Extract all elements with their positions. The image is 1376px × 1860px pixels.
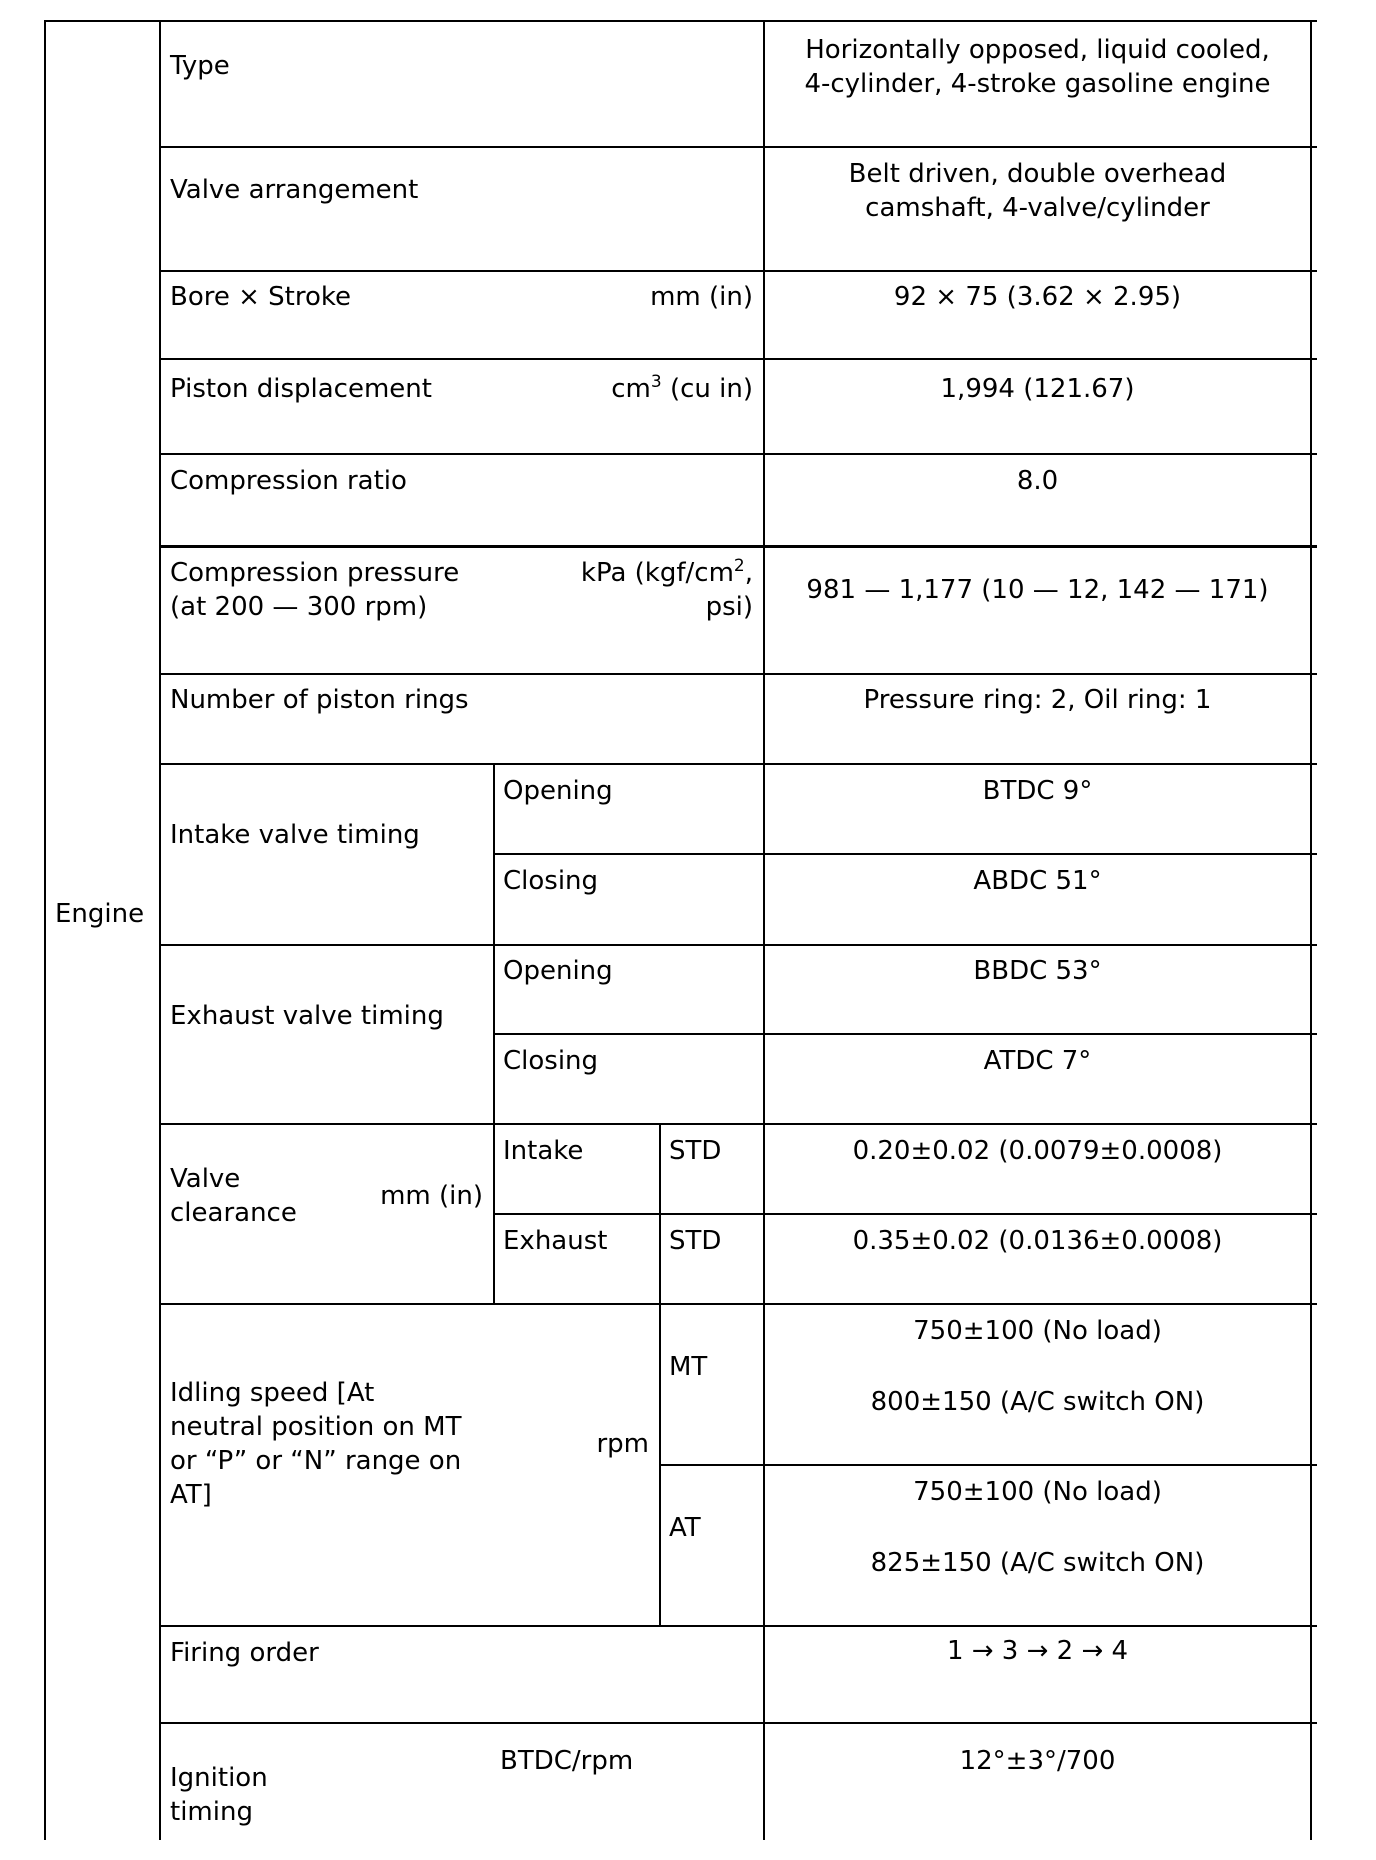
row-divider xyxy=(160,763,1317,765)
compression-pressure-unit-line2: psi) xyxy=(705,592,753,622)
piston-displacement-label: Piston displacement xyxy=(170,374,432,404)
compression-pressure-label-line1: Compression pressure xyxy=(170,558,460,588)
column-divider xyxy=(493,763,495,1304)
row-divider xyxy=(659,1464,1317,1466)
exhaust-closing-label: Closing xyxy=(503,1046,599,1076)
type-label: Type xyxy=(170,51,230,81)
row-divider xyxy=(160,545,1317,548)
valve-clearance-exhaust-value: 0.35±0.02 (0.0136±0.0008) xyxy=(852,1226,1223,1256)
idling-speed-at-label: AT xyxy=(669,1513,701,1543)
row-divider xyxy=(160,270,1317,272)
idling-speed-label-line4: AT] xyxy=(170,1480,212,1510)
section-label-engine: Engine xyxy=(55,899,145,929)
valve-clearance-intake-value: 0.20±0.02 (0.0079±0.0008) xyxy=(852,1136,1223,1166)
piston-rings-value: Pressure ring: 2, Oil ring: 1 xyxy=(863,685,1212,715)
compression-ratio-label: Compression ratio xyxy=(170,466,407,496)
compression-pressure-label-line2: (at 200 — 300 rpm) xyxy=(170,592,428,622)
idling-speed-label-line3: or “P” or “N” range on xyxy=(170,1446,462,1476)
idling-speed-mt-no-load: 750±100 (No load) xyxy=(913,1316,1162,1346)
piston-displacement-value: 1,994 (121.67) xyxy=(940,374,1135,404)
valve-clearance-intake-label: Intake xyxy=(503,1136,584,1166)
valve-clearance-exhaust-std: STD xyxy=(669,1226,722,1256)
table-right-border xyxy=(1310,20,1312,1840)
table-top-border xyxy=(44,20,1317,22)
valve-arrangement-value-line1: Belt driven, double overhead xyxy=(848,159,1227,189)
exhaust-valve-timing-label: Exhaust valve timing xyxy=(170,1001,444,1031)
row-divider xyxy=(494,1213,1317,1215)
unit-base: cm xyxy=(611,374,651,404)
row-divider xyxy=(160,1123,1317,1125)
row-divider xyxy=(494,1033,1317,1035)
unit-rest: (cu in) xyxy=(661,374,753,404)
row-divider xyxy=(160,1625,1317,1627)
row-divider xyxy=(160,453,1317,455)
idling-speed-mt-label: MT xyxy=(669,1352,708,1382)
idling-speed-at-ac-on: 825±150 (A/C switch ON) xyxy=(870,1548,1205,1578)
intake-opening-label: Opening xyxy=(503,776,613,806)
type-value-line2: 4-cylinder, 4-stroke gasoline engine xyxy=(804,69,1271,99)
column-divider xyxy=(159,20,161,1840)
row-divider xyxy=(160,673,1317,675)
compression-pressure-unit-line1 xyxy=(520,556,753,590)
idling-speed-label-line2: neutral position on MT xyxy=(170,1412,462,1442)
type-value-line1: Horizontally opposed, liquid cooled, xyxy=(805,35,1270,65)
idling-speed-label-line1: Idling speed [At xyxy=(170,1378,375,1408)
exhaust-closing-value: ATDC 7° xyxy=(983,1046,1092,1076)
idling-speed-mt-ac-on: 800±150 (A/C switch ON) xyxy=(870,1387,1205,1417)
unit-superscript: 3 xyxy=(650,372,662,392)
ignition-timing-value: 12°±3°/700 xyxy=(959,1746,1116,1776)
idling-speed-at-no-load: 750±100 (No load) xyxy=(913,1477,1162,1507)
exhaust-opening-value: BBDC 53° xyxy=(973,956,1102,986)
firing-order-label: Firing order xyxy=(170,1638,319,1668)
unit-rest: , xyxy=(744,558,753,588)
intake-closing-label: Closing xyxy=(503,866,599,896)
table-left-border xyxy=(44,20,46,1840)
valve-clearance-exhaust-label: Exhaust xyxy=(503,1226,608,1256)
intake-opening-value: BTDC 9° xyxy=(982,776,1093,806)
ignition-timing-label-line1: Ignition xyxy=(170,1763,268,1793)
column-divider xyxy=(659,1123,661,1626)
intake-valve-timing-label: Intake valve timing xyxy=(170,820,420,850)
compression-pressure-value: 981 — 1,177 (10 — 12, 142 — 171) xyxy=(806,575,1269,605)
unit-superscript: 2 xyxy=(733,556,745,576)
row-divider xyxy=(160,146,1317,148)
row-divider xyxy=(494,853,1317,855)
valve-arrangement-value-line2: camshaft, 4-valve/cylinder xyxy=(865,193,1210,223)
piston-rings-label: Number of piston rings xyxy=(170,685,469,715)
ignition-timing-label-line2: timing xyxy=(170,1797,253,1827)
valve-clearance-unit: mm (in) xyxy=(380,1181,483,1211)
compression-ratio-value: 8.0 xyxy=(1016,466,1059,496)
row-divider xyxy=(160,944,1317,946)
idling-speed-unit: rpm xyxy=(596,1429,649,1459)
piston-displacement-unit xyxy=(520,372,753,406)
row-divider xyxy=(160,1722,1317,1724)
row-divider xyxy=(160,358,1317,360)
bore-stroke-value: 92 × 75 (3.62 × 2.95) xyxy=(893,282,1182,312)
ignition-timing-unit: BTDC/rpm xyxy=(500,1746,634,1776)
bore-stroke-label: Bore × Stroke xyxy=(170,282,352,312)
row-divider xyxy=(160,1303,1317,1305)
unit-base: kPa (kgf/cm xyxy=(580,558,734,588)
valve-clearance-intake-std: STD xyxy=(669,1136,722,1166)
valve-arrangement-label: Valve arrangement xyxy=(170,175,419,205)
exhaust-opening-label: Opening xyxy=(503,956,613,986)
valve-clearance-label-line1: Valve xyxy=(170,1164,241,1194)
intake-closing-value: ABDC 51° xyxy=(973,866,1102,896)
firing-order-value: 1 → 3 → 2 → 4 xyxy=(946,1636,1129,1666)
valve-clearance-label-line2: clearance xyxy=(170,1198,297,1228)
bore-stroke-unit: mm (in) xyxy=(650,282,753,312)
